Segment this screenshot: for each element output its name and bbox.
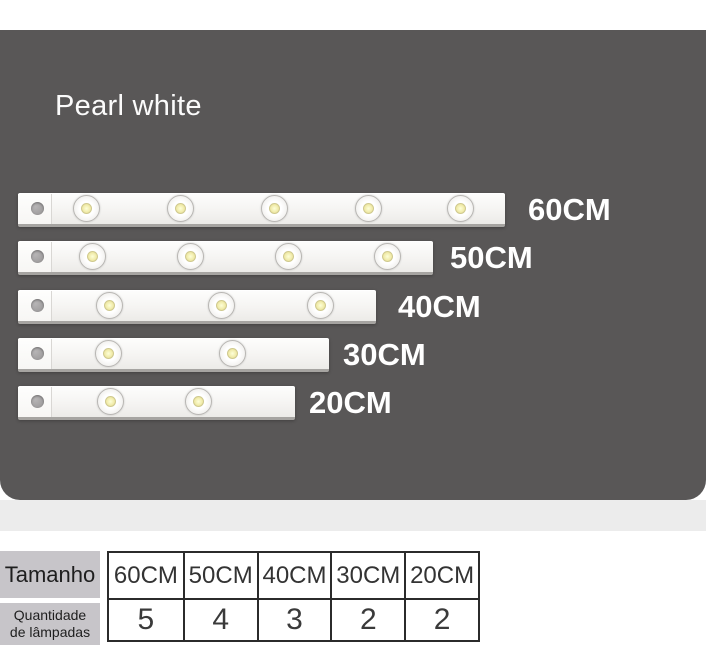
led-dot [216,300,227,311]
led-lamp-icon [447,195,474,222]
led-lamp-icon [73,195,100,222]
led-lamp-icon [208,292,235,319]
led-lamp-icon [219,340,246,367]
motion-sensor-section [18,242,52,272]
bar-size-label-40cm: 40CM [398,289,481,324]
led-dot [81,203,92,214]
led-dot [193,396,204,407]
led-lamp-icon [95,340,122,367]
qty-label-line2: de lâmpadas [9,624,91,640]
led-dot [103,348,114,359]
led-lamp-icon [185,388,212,415]
table-row-label-size [0,551,100,598]
bar-size-label-20cm: 20CM [309,385,392,420]
led-lamp-icon [177,243,204,270]
motion-sensor-icon [31,250,44,263]
motion-sensor-section [18,387,52,417]
led-dot [105,396,116,407]
table-header-40cm: 40CM [257,553,331,598]
table-value-60cm: 5 [109,598,183,640]
table-value-40cm: 3 [257,598,331,640]
led-lamp-icon [275,243,302,270]
motion-sensor-icon [31,395,44,408]
led-dot [382,251,393,262]
table-value-30cm: 2 [330,598,404,640]
led-dot [87,251,98,262]
light-bar-50cm [18,241,433,275]
led-lamp-icon [79,243,106,270]
led-lamp-icon [261,195,288,222]
led-lamp-icon [355,195,382,222]
led-lamp-icon [307,292,334,319]
led-lamp-icon [96,292,123,319]
table-header-60cm: 60CM [109,553,183,598]
led-dot [363,203,374,214]
led-dot [175,203,186,214]
bar-size-label-30cm: 30CM [343,337,426,372]
led-lamp-icon [167,195,194,222]
table-value-50cm: 4 [183,598,257,640]
size-quantity-table [107,551,480,642]
motion-sensor-icon [31,299,44,312]
bar-size-label-60cm: 60CM [528,192,611,227]
led-dot [185,251,196,262]
light-bar-60cm [18,193,505,227]
light-bar-30cm [18,338,329,372]
qty-label-line1: Quantidade [13,607,87,623]
light-bar-40cm [18,290,376,324]
motion-sensor-section [18,194,52,224]
size-label-text: Tamanho [4,561,96,587]
motion-sensor-icon [31,202,44,215]
table-value-20cm: 2 [404,598,478,640]
led-dot [269,203,280,214]
led-dot [283,251,294,262]
motion-sensor-section [18,291,52,321]
motion-sensor-section [18,339,52,369]
table-header-20cm: 20CM [404,553,478,598]
table-row-label-quantity [0,603,100,645]
led-dot [455,203,466,214]
table-header-30cm: 30CM [330,553,404,598]
panel-bottom-band [0,500,706,531]
motion-sensor-icon [31,347,44,360]
led-dot [315,300,326,311]
light-bar-20cm [18,386,295,420]
led-dot [104,300,115,311]
table-header-50cm: 50CM [183,553,257,598]
led-lamp-icon [374,243,401,270]
bar-size-label-50cm: 50CM [450,240,533,275]
led-lamp-icon [97,388,124,415]
color-name-label: Pearl white [55,90,202,122]
led-dot [227,348,238,359]
